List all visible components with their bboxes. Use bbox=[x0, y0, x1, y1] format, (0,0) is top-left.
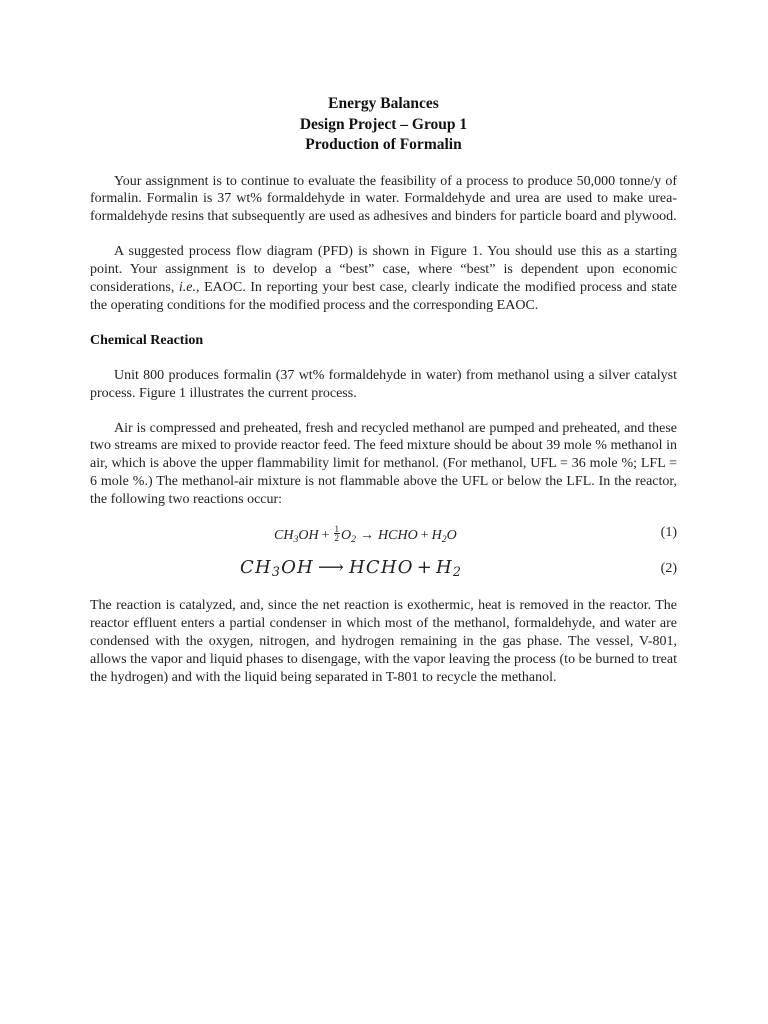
title-line-1: Energy Balances bbox=[328, 95, 439, 112]
section-heading-chemical-reaction: Chemical Reaction bbox=[90, 332, 204, 348]
paragraph-pfd bbox=[90, 243, 677, 315]
equation-1: $CH_3OH$ + $\frac{1}{2}$ $O_2$ → HCHO + $H_2O$ bbox=[274, 524, 457, 546]
paragraph-assignment: Your assignment is to continue to evaluate the feasibility of a process to produce 50,000 tonne/y of formalin. Formalin is 37 wt% formaldehyde in water. Formaldehyde and urea are used to make urea-formaldehyde resins that subsequently are used as adhesives and binders for particle board and plywood. bbox=[90, 173, 677, 225]
fraction-one-half: $\frac{1}{2}$ bbox=[334, 524, 339, 544]
reaction-arrow-icon: ⟶ bbox=[317, 557, 345, 579]
equation-1-number: (1) bbox=[660, 525, 677, 541]
paragraph-reaction-details: The reaction is catalyzed, and, since the net reaction is exothermic, heat is removed in the reactor. The reactor effluent enters a partial condenser in which most of the methanol, formaldehyde, and water are condensed with the oxygen, nitrogen, and hydrogen remaining in the gas phase. The vessel, V-801, allows the vapor and liquid phases to disengage, with the vapor leaving the process (to be burned to treat the hydrogen) and with the liquid being separated in T-801 to recycle the methanol. bbox=[90, 598, 677, 685]
title-line-3: Production of Formalin bbox=[305, 136, 462, 153]
equation-2: $CH_3OH$ ⟶ HCHO + $H_2$ bbox=[240, 557, 463, 580]
document-title bbox=[90, 94, 677, 156]
paragraph-process-description: Air is compressed and preheated, fresh and recycled methanol are pumped and preheated, and these two streams are mixed to provide reactor feed. The feed mixture should be about 39 mole % methanol in air, which is above the upper flammability limit for methanol. (For methanol, UFL = 36 mole %; LFL = 6 mole %.) The methanol-air mixture is not flammable above the UFL or below the LFL. In the reactor, the following two reactions occur: bbox=[90, 420, 677, 508]
paragraph-pfd-part-b: , EAOC. In reporting your best case, clearly indicate the modified process and state the operating conditions for the modified process and the corresponding EAOC. bbox=[90, 280, 677, 313]
equation-1-row bbox=[90, 523, 677, 547]
paragraph-pfd-part-a: A suggested process flow diagram (PFD) is shown in Figure 1. You should use this as a starting point. Your assignment is to develop a “best” case, where “best” is dependent upon economic considerations, bbox=[90, 244, 677, 296]
title-line-2: Design Project – Group 1 bbox=[299, 115, 468, 133]
equation-2-row bbox=[90, 557, 677, 587]
paragraph-unit-800: Unit 800 produces formalin (37 wt% formaldehyde in water) from methanol using a silver catalyst process. Figure 1 illustrates the current process. bbox=[90, 367, 677, 401]
document-page bbox=[90, 94, 677, 687]
reaction-arrow-icon: → bbox=[360, 528, 375, 544]
paragraph-pfd-ie: i.e. bbox=[178, 280, 197, 296]
equation-2-number: (2) bbox=[660, 561, 677, 577]
